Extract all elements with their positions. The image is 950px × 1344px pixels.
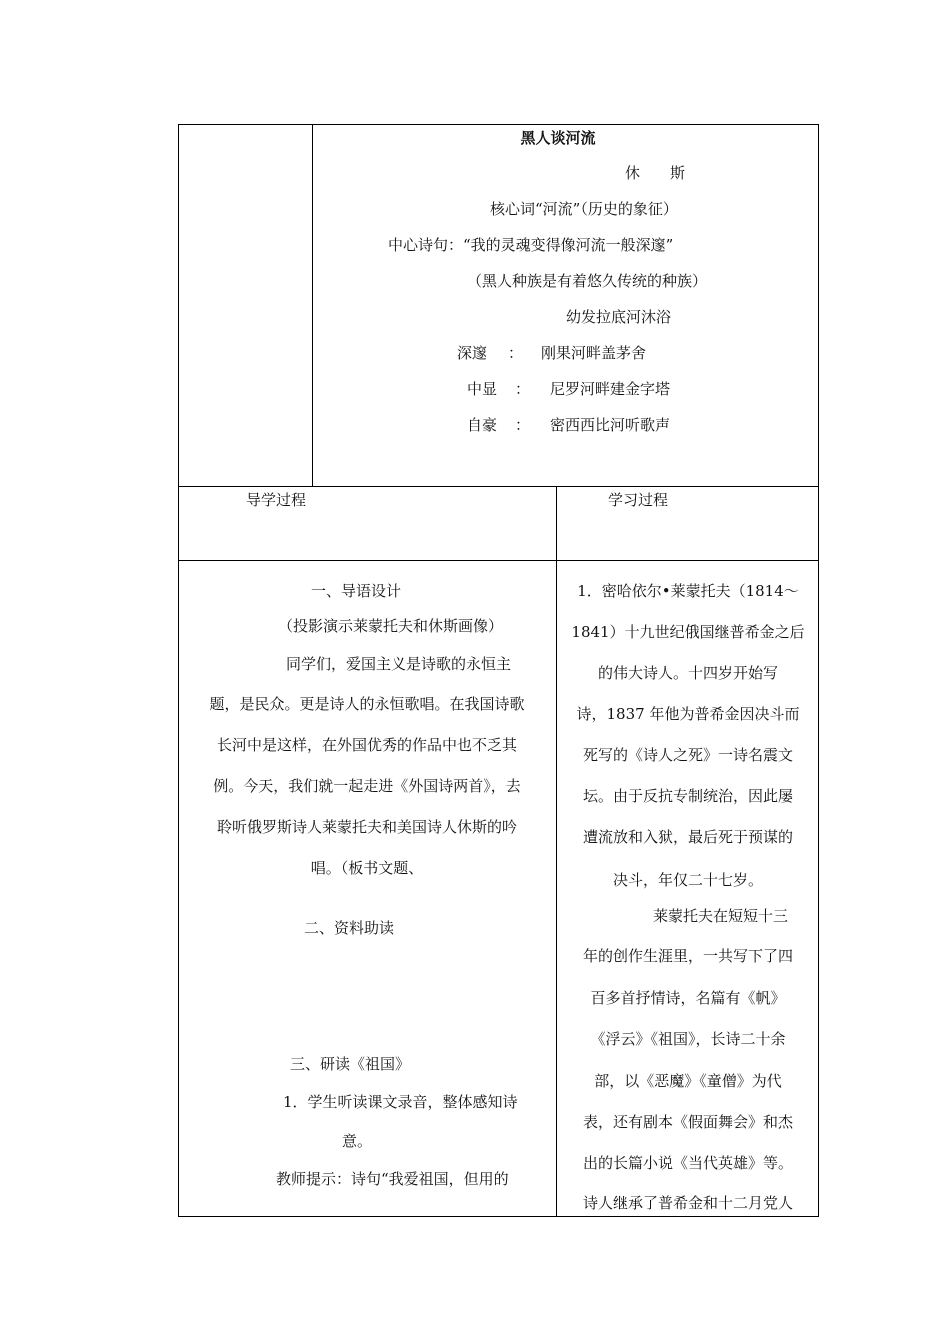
right-line-11: 百多首抒情诗，名篇有《帆》 [590, 989, 786, 1007]
table-border-left [178, 124, 179, 1217]
river-sep-3: ： [515, 380, 531, 398]
section-1-note: （投影演示莱蒙托夫和休斯画像） [278, 617, 504, 635]
right-line-14: 表，还有剧本《假面舞会》和杰 [582, 1113, 793, 1131]
row-divider-1 [178, 486, 819, 487]
river-text-2: 刚果河畔盖茅舍 [541, 344, 647, 362]
section-1-line-6: 唱。（板书文题、 [310, 859, 424, 877]
right-line-16: 诗人继承了普希金和十二月党人 [582, 1194, 793, 1212]
section-3-title: 三、研读《祖国》 [290, 1055, 411, 1073]
river-text-3: 尼罗河畔建金字塔 [550, 380, 671, 398]
section-2-title: 二、资料助读 [304, 919, 395, 937]
poem-title: 黑人谈河流 [520, 129, 596, 147]
row-divider-2 [178, 560, 819, 561]
right-line-12: 《浮云》《祖国》，长诗二十余 [590, 1030, 786, 1048]
right-line-1: 1．密哈依尔•莱蒙托夫（1814～ [577, 582, 799, 600]
river-label-4: 自豪 [467, 416, 498, 434]
right-line-9: 莱蒙托夫在短短十三 [653, 907, 789, 925]
column-divider [556, 486, 557, 1217]
right-line-7: 遭流放和入狱，最后死于预谋的 [582, 828, 793, 846]
section-3-item-1-cont: 意。 [342, 1132, 373, 1150]
river-text-4: 密西西比河听歌声 [550, 416, 671, 434]
meaning-line: （黑人种族是有着悠久传统的种族） [467, 272, 708, 290]
header-guide-process: 导学过程 [246, 491, 307, 509]
section-3-item-1: 1．学生听读课文录音，整体感知诗 [283, 1093, 518, 1111]
section-1-title: 一、导语设计 [311, 582, 402, 600]
poem-author: 休 斯 [625, 164, 686, 182]
river-sep-2: ： [508, 344, 524, 362]
section-1-line-5: 聆听俄罗斯诗人莱蒙托夫和美国诗人休斯的吟 [216, 818, 517, 836]
river-label-2: 深邃 [457, 344, 488, 362]
section-1-line-1: 同学们，爱国主义是诗歌的永恒主 [286, 655, 512, 673]
section-1-line-2: 题，是民众。更是诗人的永恒歌唱。在我国诗歌 [209, 695, 525, 713]
river-label-3: 中显 [467, 380, 498, 398]
header-study-process: 学习过程 [608, 491, 669, 509]
central-line: 中心诗句：“我的灵魂变得像河流一般深邃” [388, 236, 674, 254]
section-3-hint: 教师提示：诗句“我爱祖国，但用的 [276, 1170, 509, 1188]
right-line-3: 的伟大诗人。十四岁开始写 [597, 664, 778, 682]
table-border-right [818, 124, 819, 1217]
keyword-line: 核心词“河流”（历史的象征） [490, 200, 678, 218]
river-sep-4: ： [515, 416, 531, 434]
right-line-5: 死写的《诗人之死》一诗名震文 [582, 746, 793, 764]
right-line-8: 决斗，年仅二十七岁。 [612, 871, 763, 889]
top-row-divider [312, 124, 313, 487]
right-line-10: 年的创作生涯里，一共写下了四 [582, 947, 793, 965]
right-line-15: 出的长篇小说《当代英雄》等。 [582, 1154, 793, 1172]
table-border-top [178, 124, 819, 125]
right-line-4: 诗，1837 年他为普希金因决斗而 [576, 705, 800, 723]
right-line-2: 1841）十九世纪俄国继普希金之后 [571, 623, 805, 641]
table-border-bottom [178, 1216, 819, 1217]
right-line-13: 部，以《恶魔》《童僧》为代 [594, 1072, 782, 1090]
section-1-line-4: 例。今天，我们就一起走进《外国诗两首》，去 [213, 777, 521, 795]
right-line-6: 坛。由于反抗专制统治，因此屡 [582, 787, 793, 805]
section-1-line-3: 长河中是这样，在外国优秀的作品中也不乏其 [216, 736, 517, 754]
river-text-1: 幼发拉底河沐浴 [566, 308, 672, 326]
